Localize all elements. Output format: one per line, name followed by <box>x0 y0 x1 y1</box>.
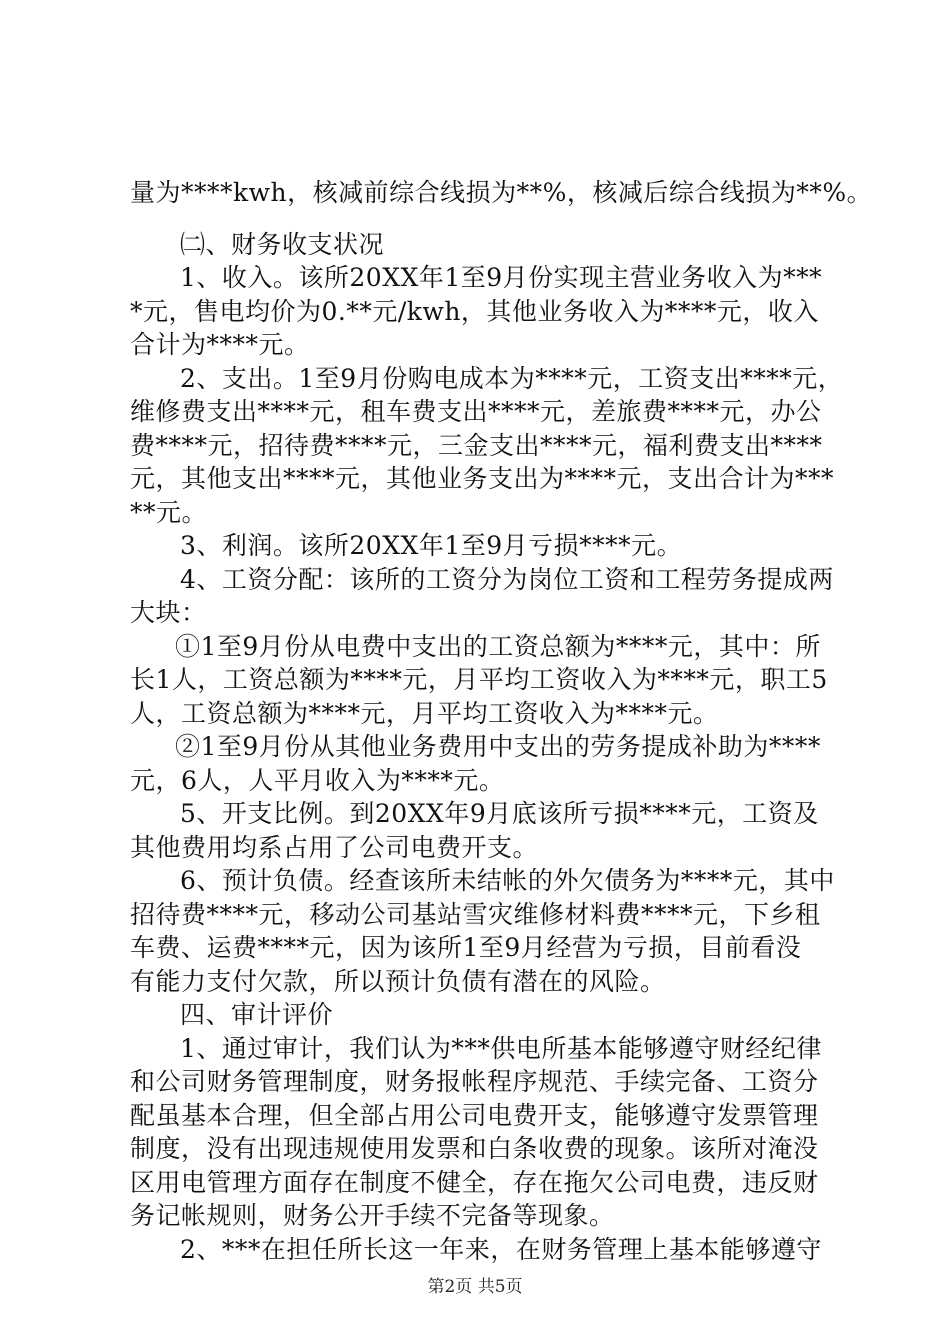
paragraph-gap <box>130 210 830 228</box>
text-line: 车费、运费****元，因为该所1至9月经营为亏损，目前看没 <box>130 933 802 962</box>
text-line: 配虽基本合理，但全部占用公司电费开支，能够遵守发票管理 <box>130 1100 819 1130</box>
document-body <box>130 176 873 1266</box>
text-line: 人，工资总额为****元，月平均工资收入为****元。 <box>130 698 719 728</box>
text-line: 长1人，工资总额为****元，月平均工资收入为****元，职工5 <box>130 665 828 694</box>
text-line: 2、支出。1至9月份购电成本为****元，工资支出****元， <box>180 363 844 393</box>
text-line: 和公司财务管理制度，财务报帐程序规范、手续完备、工资分 <box>130 1067 819 1096</box>
text-line: 合计为****元。 <box>130 330 310 359</box>
text-line: 6、预计负债。经查该所未结帐的外欠债务为****元，其中 <box>180 866 835 895</box>
text-line: 2、***在担任所长这一年来，在财务管理上基本能够遵守 <box>180 1234 822 1264</box>
text-line: 有能力支付欠款，所以预计负债有潜在的风险。 <box>130 966 666 996</box>
text-line: 大块： <box>130 598 207 627</box>
text-line: 维修费支出****元，租车费支出****元，差旅费****元，办公 <box>130 397 822 426</box>
text-line: **元。 <box>130 497 208 527</box>
text-line: 制度，没有出现违规使用发票和白条收费的现象。该所对淹没 <box>130 1134 819 1163</box>
page-number: 第2页 共5页 <box>427 1277 523 1297</box>
section-heading: 四、审计评价 <box>180 1000 334 1029</box>
text-line: 费****元，招待费****元，三金支出****元，福利费支出**** <box>130 430 823 460</box>
text-line: 量为****kwh，核减前综合线损为**%，核减后综合线损为**%。 <box>130 178 873 207</box>
text-line: 3、利润。该所20XX年1至9月亏损****元。 <box>180 531 683 560</box>
text-line: 1、收入。该所20XX年1至9月份实现主营业务收入为*** <box>180 263 823 292</box>
text-line: 务记帐规则，财务公开手续不完备等现象。 <box>130 1201 615 1230</box>
text-line: 1、通过审计，我们认为***供电所基本能够遵守财经纪律 <box>180 1033 822 1063</box>
text-line: 元，6人，人平月收入为****元。 <box>130 765 505 795</box>
text-line: ②1至9月份从其他业务费用中支出的劳务提成补助为**** <box>175 732 821 761</box>
text-line: 其他费用均系占用了公司电费开支。 <box>130 832 539 862</box>
text-line: ①1至9月份从电费中支出的工资总额为****元，其中：所 <box>175 631 821 661</box>
text-line: 区用电管理方面存在制度不健全，存在拖欠公司电费，违反财 <box>130 1167 819 1197</box>
section-heading: ㈡、财务收支状况 <box>180 229 385 259</box>
text-line: 元，其他支出****元，其他业务支出为****元，支出合计为*** <box>130 464 835 493</box>
text-line: 5、开支比例。到20XX年9月底该所亏损****元，工资及 <box>180 799 819 828</box>
text-line: 4、工资分配：该所的工资分为岗位工资和工程劳务提成两 <box>180 564 834 594</box>
text-line: *元，售电均价为0.**元/kwh，其他业务收入为****元，收入 <box>130 296 819 326</box>
text-line: 招待费****元，移动公司基站雪灾维修材料费****元，下乡租 <box>130 899 821 929</box>
